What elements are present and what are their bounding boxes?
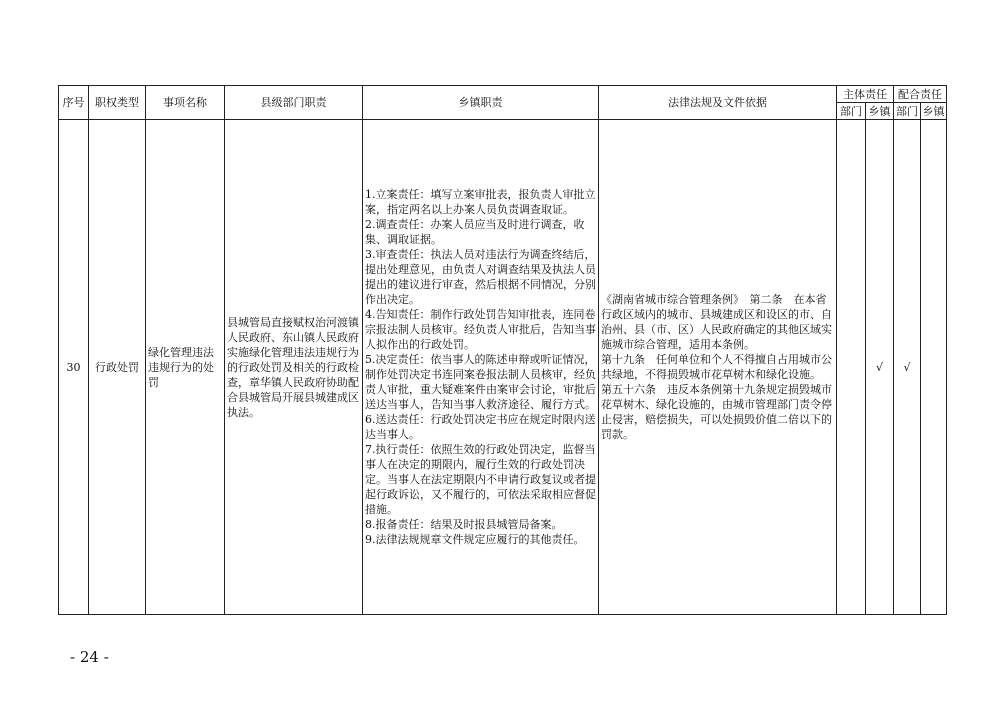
town-duty-item: 6.送达责任：行政处罚决定书应在规定时限内送达当事人。 bbox=[365, 413, 596, 441]
responsibility-table bbox=[58, 85, 947, 615]
header-town-duty: 乡镇职责 bbox=[363, 86, 599, 120]
header-county-duty: 县级部门职责 bbox=[225, 86, 363, 120]
town-duty-item: 5.决定责任：依当事人的陈述申辩或听证情况，制作处罚决定书连同案卷报法制人员核审，经负责人审批，重大疑难案件由案审会讨论，审批后送达当事人，告知当事人救济途径、履行方式。 bbox=[365, 353, 596, 411]
header-coop-dept: 部门 bbox=[894, 103, 921, 120]
cell-legal-basis bbox=[599, 120, 837, 615]
header-item-name: 事项名称 bbox=[146, 86, 225, 120]
header-legal-basis: 法律法规及文件依据 bbox=[599, 86, 837, 120]
header-main-town: 乡镇 bbox=[866, 103, 894, 120]
header-coop-responsibility: 配合责任 bbox=[894, 86, 947, 103]
header-seq: 序号 bbox=[59, 86, 89, 120]
header-coop-town: 乡镇 bbox=[922, 104, 945, 118]
header-main-dept: 部门 bbox=[837, 103, 866, 120]
cell-main-dept bbox=[837, 120, 866, 615]
cell-item-name: 绿化管理违法违规行为的处罚 bbox=[146, 120, 225, 615]
cell-county-duty: 县城管局直接赋权治河渡镇人民政府、东山镇人民政府实施绿化管理违法违规行为的行政处罚及相关的行政检查，章华镇人民政府协助配合县城管局开展县城建成区执法。 bbox=[225, 120, 363, 615]
town-duty-item: 9.法律法规规章文件规定应履行的其他责任。 bbox=[365, 533, 585, 546]
header-main-responsibility: 主体责任 bbox=[837, 86, 894, 103]
town-duty-item: 8.报备责任：结果及时报县城管局备案。 bbox=[365, 518, 563, 531]
cell-seq: 30 bbox=[59, 120, 89, 615]
cell-coop-dept: √ bbox=[894, 120, 921, 615]
page-number: - 24 - bbox=[70, 648, 109, 666]
table-row bbox=[59, 120, 947, 615]
header-power-type: 职权类型 bbox=[89, 86, 146, 120]
town-duty-item: 4.告知责任：制作行政处罚告知审批表，连同卷宗报法制人员核审。经负责人审批后，告知当事人拟作出的行政处罚。 bbox=[365, 308, 596, 351]
town-duty-item: 3.审查责任：执法人员对违法行为调查终结后，提出处理意见，由负责人对调查结果及执法人员提出的建议进行审查，然后根据不同情况，分别作出决定。 bbox=[365, 248, 596, 306]
cell-main-town: √ bbox=[866, 120, 894, 615]
town-duty-item: 2.调查责任：办案人员应当及时进行调查，收集、调取证据。 bbox=[365, 218, 585, 246]
cell-power-type: 行政处罚 bbox=[89, 120, 146, 615]
town-duty-item: 7.执行责任：依照生效的行政处罚决定，监督当事人在决定的期限内，履行生效的行政处罚决定。当事人在法定期限内不申请行政复议或者提起行政诉讼，又不履行的，可依法采取相应督促措施。 bbox=[365, 443, 596, 516]
cell-town-duty bbox=[363, 120, 599, 615]
town-duty-item: 1.立案责任：填写立案审批表，报负责人审批立案，指定两名以上办案人员负责调查取证。 bbox=[365, 188, 596, 216]
legal-basis-item: 第十九条 任何单位和个人不得擅自占用城市公共绿地，不得损毁城市花草树木和绿化设施。 bbox=[601, 353, 832, 381]
legal-basis-item: 《湖南省城市综合管理条例》 第二条 在本省行政区域内的城市、县城建成区和设区的市、自治州、县（市、区）人民政府确定的其他区域实施城市综合管理，适用本条例。 bbox=[601, 293, 832, 351]
legal-basis-item: 第五十六条 违反本条例第十九条规定损毁城市花草树木、绿化设施的，由城市管理部门责令停止侵害，赔偿损失，可以处损毁价值二倍以下的罚款。 bbox=[601, 383, 832, 441]
cell-coop-town bbox=[921, 120, 947, 615]
